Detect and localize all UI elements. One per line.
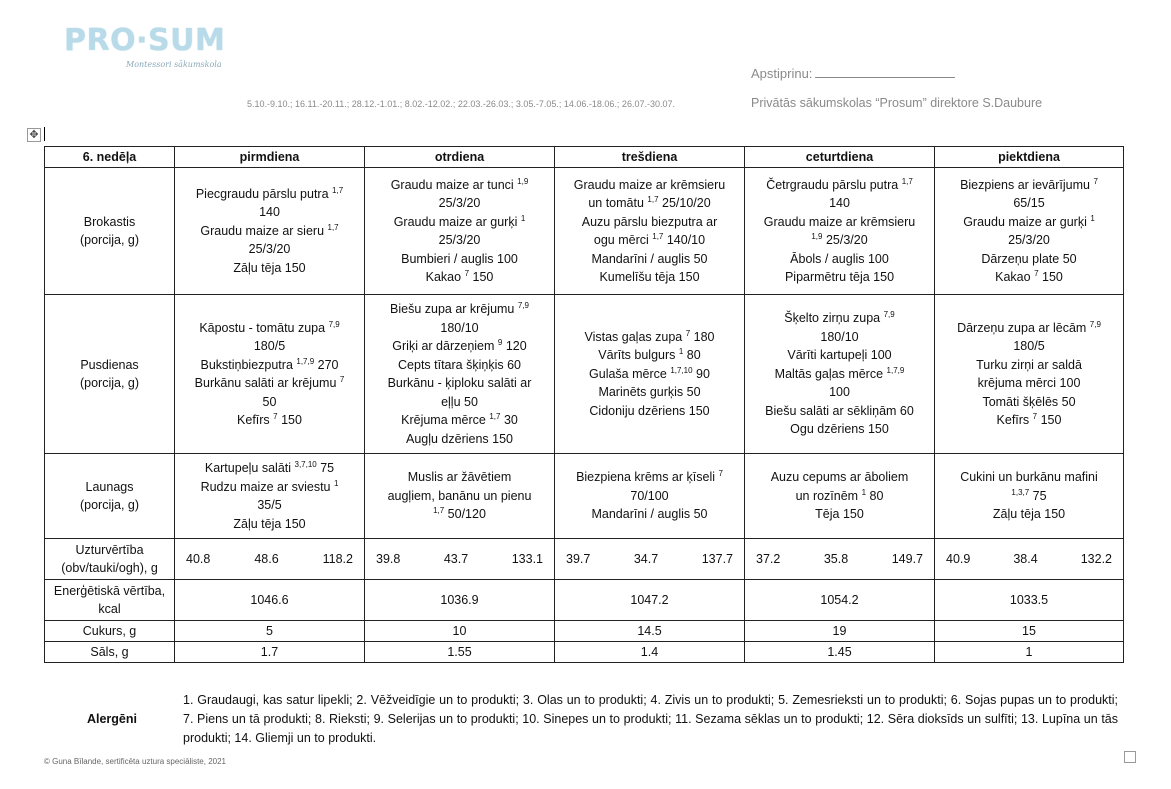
- meal-text: augļiem, banānu un pienu: [387, 488, 532, 503]
- meal-text: Muslis ar žāvētiem: [407, 470, 512, 485]
- allergen-code: 1,3,7: [1011, 487, 1030, 497]
- meal-line: [368, 411, 551, 430]
- allergen-code: 1,7: [647, 194, 659, 204]
- meal-line: [748, 468, 931, 487]
- energy-cell: 1047.2: [555, 580, 745, 621]
- allergen-code: 1: [678, 347, 684, 357]
- approve-label: Apstiprinu:: [751, 66, 813, 81]
- meal-text: Graudu maize ar tunci: [390, 177, 518, 192]
- meal-line: [558, 268, 741, 287]
- allergen-code: 7: [718, 469, 723, 479]
- text-cursor: [44, 127, 45, 141]
- allergen-code: 7,9: [883, 310, 895, 320]
- sugar-row: [45, 621, 1124, 642]
- meal-text: 150: [1038, 270, 1063, 284]
- meal-line: [558, 194, 741, 213]
- meal-cell: [365, 168, 555, 295]
- meal-line: [178, 259, 361, 278]
- meal-line: [748, 328, 931, 347]
- meal-line: [748, 487, 931, 506]
- meal-line: [938, 268, 1120, 287]
- salt-cell: 1.4: [555, 642, 745, 663]
- allergen-code: 1,7,10: [670, 365, 693, 375]
- meal-line: [368, 487, 551, 506]
- meal-text: Rudzu maize ar sviestu: [200, 479, 334, 494]
- meal-text: Maltās gaļas mērce: [774, 366, 887, 381]
- meal-line: [178, 393, 361, 412]
- nutrition-cell: 40.8 48.6 118.2: [175, 539, 365, 580]
- meal-line: [748, 420, 931, 439]
- meal-text: Bukstiņbiezputra: [200, 357, 297, 372]
- meal-line: [558, 468, 741, 487]
- meal-text: 70/100: [630, 488, 669, 503]
- meal-text: 140/10: [663, 233, 706, 247]
- nutrition-cell: 39.7 34.7 137.7: [555, 539, 745, 580]
- meal-text: 80: [866, 488, 884, 503]
- meal-line: [558, 402, 741, 421]
- meal-text: 150: [277, 413, 302, 427]
- meal-text: 140: [259, 205, 280, 220]
- meal-line: [368, 374, 551, 393]
- meal-text: 180/5: [1013, 339, 1045, 353]
- meal-line: [558, 328, 741, 347]
- day-header: otrdiena: [365, 147, 555, 168]
- allergen-code: 1,7: [652, 231, 664, 241]
- allergen-code: 3,7,10: [294, 459, 317, 469]
- meal-text: Kakao: [995, 270, 1035, 284]
- meal-line: [558, 505, 741, 524]
- meal-line: [368, 356, 551, 375]
- day-header: piektdiena: [935, 147, 1124, 168]
- checkbox-marker[interactable]: [1124, 751, 1136, 763]
- meal-line: [748, 213, 931, 232]
- allergens-list: 1. Graudaugi, kas satur lipekli; 2. Vēžveidīgie un to produkti; 3. Olas un to produkti; 4. Zivis un to produkti; 5. Zemesrieksti un to produkti; 6. Sojas pupas un to produkti; 7. Piens un tā produkti; 8. Rieksti; 9. Selerijas un to produkti; 10. Sinepes un to produkti; 11. Sezama sēklas un to produkti; 12. Sēra dioksīds un sulfīti; 13. Lupīna un tās produkti; 14. Gliemji un to produkti.: [183, 693, 1118, 745]
- meal-text: Mandarīni / auglis 50: [591, 251, 708, 266]
- meal-text: Vistas gaļas zupa: [584, 329, 686, 344]
- energy-row: [45, 580, 1124, 621]
- meal-text: Vārīti kartupeļi 100: [787, 348, 892, 363]
- meal-line: [748, 176, 931, 195]
- allergen-code: 1,7,9: [296, 356, 315, 366]
- meal-text: Graudu maize ar krēmsieru: [573, 177, 726, 192]
- meal-line: [368, 213, 551, 232]
- allergen-code: 7,9: [1089, 319, 1101, 329]
- day-header: trešdiena: [555, 147, 745, 168]
- meal-cell: [365, 454, 555, 539]
- meal-line: [368, 231, 551, 250]
- approval-line: [751, 65, 955, 81]
- logo-subtitle: Montessori sākumskola: [126, 60, 222, 69]
- meal-text: Dārzeņu zupa ar lēcām: [957, 320, 1090, 335]
- meal-text: Zāļu tēja 150: [233, 260, 306, 275]
- salt-cell: 1.45: [745, 642, 935, 663]
- allergen-code: 1: [520, 213, 526, 223]
- energy-cell: 1036.9: [365, 580, 555, 621]
- meal-line: [748, 268, 931, 287]
- row-label: Enerģētiskā vērtība, kcal: [45, 580, 175, 621]
- meal-cell: [745, 168, 935, 295]
- meal-line: [938, 487, 1120, 506]
- sugar-cell: 5: [175, 621, 365, 642]
- meal-text: eļļu 50: [441, 394, 478, 409]
- allergen-code: 1: [1090, 213, 1095, 223]
- meal-line: [938, 231, 1120, 250]
- breakfast-row: [45, 168, 1124, 295]
- meal-line: [938, 176, 1120, 195]
- salt-cell: 1: [935, 642, 1124, 663]
- row-label: Sāls, g: [45, 642, 175, 663]
- weekly-menu-table: [44, 146, 1124, 663]
- signature-line: [815, 65, 955, 78]
- table-move-handle-icon[interactable]: ✥: [27, 128, 41, 142]
- meal-text: Graudu maize ar sieru: [200, 223, 328, 238]
- meal-text: 270: [314, 357, 339, 372]
- meal-text: Burkānu salāti ar krējumu: [194, 376, 340, 390]
- meal-line: [178, 411, 361, 430]
- meal-text: Auzu cepums ar āboliem: [770, 470, 909, 485]
- allergen-code: 1,7: [332, 185, 344, 195]
- meal-text: 25/10/20: [658, 196, 711, 210]
- meal-text: 120: [502, 339, 527, 353]
- meal-line: [938, 468, 1120, 487]
- allergen-code: 1: [861, 487, 867, 497]
- meal-cell: [555, 168, 745, 295]
- meal-line: [748, 231, 931, 250]
- meal-text: krējuma mērci 100: [977, 376, 1081, 390]
- meal-text: 180/10: [440, 320, 479, 335]
- meal-text: Biešu salāti ar sēkliņām 60: [765, 403, 914, 418]
- meal-text: Zāļu tēja 150: [992, 507, 1066, 522]
- allergen-code: 7,9: [328, 319, 340, 329]
- meal-text: Šķelto zirņu zupa: [784, 311, 884, 326]
- meal-text: 35/5: [257, 498, 282, 512]
- meal-line: [178, 496, 361, 515]
- meal-text: Bumbieri / auglis 100: [401, 251, 518, 266]
- allergen-code: 7: [1093, 176, 1098, 186]
- allergen-code: 1,7: [489, 411, 501, 421]
- meal-line: [558, 365, 741, 384]
- prosum-logo: [64, 24, 224, 74]
- meal-line: [558, 487, 741, 506]
- meal-line: [368, 250, 551, 269]
- snack-row: [45, 454, 1124, 539]
- meal-cell: [175, 168, 365, 295]
- meal-line: [558, 213, 741, 232]
- meal-line: [558, 176, 741, 195]
- meal-text: ogu mērci: [593, 233, 653, 247]
- meal-text: Cidoniju dzēriens 150: [589, 403, 710, 418]
- row-label: Cukurs, g: [45, 621, 175, 642]
- meal-cell: [175, 295, 365, 454]
- meal-text: 100: [829, 385, 850, 400]
- meal-text: Piecgraudu pārslu putra: [195, 186, 333, 201]
- meal-line: [748, 309, 931, 328]
- meal-line: [368, 468, 551, 487]
- meal-cell: [935, 295, 1124, 454]
- nutrition-cell: 37.2 35.8 149.7: [745, 539, 935, 580]
- meal-text: 90: [692, 366, 710, 381]
- meal-text: 150: [469, 270, 494, 284]
- meal-cell: [555, 454, 745, 539]
- allergen-code: 9: [497, 337, 503, 347]
- meal-text: Kumelīšu tēja 150: [599, 270, 700, 284]
- meal-text: Ogu dzēriens 150: [790, 422, 889, 437]
- week-dates: 5.10.-9.10.; 16.11.-20.11.; 28.12.-1.01.; 8.02.-12.02.; 22.03.-26.03.; 3.05.-7.05.; 14.06.-18.06.; 26.07.-30.07.: [247, 99, 675, 109]
- allergen-code: 1,7,9: [886, 365, 905, 375]
- meal-line: [558, 231, 741, 250]
- salt-cell: 1.7: [175, 642, 365, 663]
- meal-line: [368, 268, 551, 287]
- meal-text: Graudu maize ar krēmsieru: [763, 214, 916, 229]
- row-label: Pusdienas (porcija, g): [45, 295, 175, 454]
- meal-line: [368, 176, 551, 195]
- allergen-code: 7: [464, 268, 470, 278]
- meal-text: 180/5: [253, 339, 286, 353]
- meal-text: Zāļu tēja 150: [233, 516, 306, 531]
- meal-text: Griķi ar dārzeņiem: [392, 339, 498, 353]
- sugar-cell: 15: [935, 621, 1124, 642]
- row-label: Launags (porcija, g): [45, 454, 175, 539]
- meal-text: Burkānu - ķiploku salāti ar: [387, 376, 532, 390]
- meal-line: [368, 337, 551, 356]
- allergen-code: 7,9: [517, 300, 529, 310]
- meal-text: 30: [500, 413, 518, 427]
- meal-cell: [365, 295, 555, 454]
- meal-line: [368, 430, 551, 449]
- meal-text: Gulaša mērce: [589, 366, 671, 381]
- meal-text: un tomātu: [588, 196, 648, 210]
- meal-text: 140: [829, 196, 850, 210]
- meal-text: 65/15: [1013, 196, 1045, 210]
- meal-text: Dārzeņu plate 50: [981, 251, 1077, 266]
- meal-text: 25/3/20: [822, 233, 868, 247]
- meal-text: Kartupeļu salāti: [204, 461, 295, 475]
- meal-line: [748, 365, 931, 384]
- meal-line: [178, 319, 361, 338]
- meal-text: Kefīrs: [996, 413, 1033, 427]
- allergen-code: 1,9: [811, 231, 823, 241]
- meal-cell: [745, 295, 935, 454]
- meal-line: [748, 250, 931, 269]
- meal-line: [178, 374, 361, 393]
- meal-line: [938, 411, 1120, 430]
- sugar-cell: 10: [365, 621, 555, 642]
- meal-text: Auzu pārslu biezputra ar: [581, 214, 718, 229]
- meal-line: [938, 250, 1120, 269]
- energy-cell: 1054.2: [745, 580, 935, 621]
- meal-text: Graudu maize ar gurķi: [393, 214, 521, 229]
- copyright: © Guna Bīlande, sertificēta uztura speciāliste, 2021: [44, 757, 226, 766]
- meal-text: Turku zirņi ar saldā: [976, 357, 1082, 372]
- lunch-row: [45, 295, 1124, 454]
- meal-line: [938, 505, 1120, 524]
- meal-line: [178, 240, 361, 259]
- meal-text: 50/120: [444, 507, 486, 522]
- meal-text: 150: [1037, 413, 1062, 427]
- meal-text: 25/3/20: [438, 196, 481, 210]
- sugar-cell: 14.5: [555, 621, 745, 642]
- meal-line: [748, 194, 931, 213]
- allergen-code: 7: [273, 411, 278, 421]
- meal-text: Mandarīni / auglis 50: [591, 507, 708, 522]
- allergen-code: 7: [1032, 411, 1038, 421]
- salt-cell: 1.55: [365, 642, 555, 663]
- meal-line: [938, 374, 1120, 393]
- meal-line: [178, 222, 361, 241]
- row-label: Uzturvērtība (obv/tauki/ogh), g: [45, 539, 175, 580]
- day-header: ceturtdiena: [745, 147, 935, 168]
- energy-cell: 1033.5: [935, 580, 1124, 621]
- meal-text: Krējuma mērce: [401, 413, 490, 427]
- meal-text: Vārīts bulgurs: [598, 348, 679, 363]
- meal-line: [558, 250, 741, 269]
- meal-text: Biezpiena krēms ar ķīseli: [576, 470, 719, 485]
- meal-text: 180: [690, 329, 715, 344]
- meal-line: [558, 346, 741, 365]
- allergen-code: 1,7: [433, 506, 445, 516]
- meal-line: [178, 203, 361, 222]
- meal-line: [178, 478, 361, 497]
- energy-cell: 1046.6: [175, 580, 365, 621]
- meal-cell: [745, 454, 935, 539]
- meal-cell: [935, 168, 1124, 295]
- allergens-label: Alergēni: [86, 712, 137, 726]
- meal-text: 75: [1029, 488, 1047, 503]
- sugar-cell: 19: [745, 621, 935, 642]
- meal-line: [938, 213, 1120, 232]
- meal-text: Cepts tītara šķiņķis 60: [398, 357, 521, 372]
- allergen-code: 1: [333, 478, 339, 488]
- salt-row: [45, 642, 1124, 663]
- allergen-code: 7: [1034, 268, 1039, 278]
- meal-line: [938, 319, 1120, 338]
- meal-text: Cukini un burkānu mafini: [960, 470, 1098, 485]
- nutrition-cell: 39.8 43.7 133.1: [365, 539, 555, 580]
- meal-line: [178, 185, 361, 204]
- meal-line: [748, 346, 931, 365]
- table-header-row: [45, 147, 1124, 168]
- meal-text: 50: [262, 394, 277, 409]
- allergen-code: 7: [685, 328, 691, 338]
- meal-cell: [935, 454, 1124, 539]
- meal-line: [938, 194, 1120, 213]
- day-header: pirmdiena: [175, 147, 365, 168]
- school-director: Privātās sākumskolas “Prosum” direktore S.Daubure: [751, 96, 1043, 110]
- meal-line: [368, 393, 551, 412]
- nutrition-cell: 40.9 38.4 132.2: [935, 539, 1124, 580]
- allergen-code: 1,7: [327, 222, 339, 232]
- meal-text: un rozīnēm: [795, 488, 862, 503]
- meal-text: Tēja 150: [815, 507, 864, 522]
- logo-text: PRO·SUM: [64, 23, 226, 58]
- meal-line: [178, 459, 361, 478]
- meal-text: 75: [316, 461, 335, 475]
- allergen-code: 7: [339, 374, 345, 384]
- allergen-code: 1,9: [517, 176, 529, 186]
- meal-line: [368, 319, 551, 338]
- meal-line: [938, 337, 1120, 356]
- meal-line: [368, 194, 551, 213]
- meal-text: 25/3/20: [248, 242, 291, 257]
- meal-text: 80: [683, 348, 701, 363]
- meal-cell: [175, 454, 365, 539]
- meal-line: [178, 337, 361, 356]
- meal-line: [178, 515, 361, 534]
- meal-text: Ābols / auglis 100: [790, 251, 889, 266]
- meal-line: [368, 505, 551, 524]
- meal-text: Biezpiens ar ievārījumu: [960, 177, 1094, 192]
- meal-line: [938, 356, 1120, 375]
- meal-text: Biešu zupa ar krējumu: [390, 302, 518, 316]
- meal-text: Četrgraudu pārslu putra: [766, 177, 902, 192]
- meal-text: 25/3/20: [438, 233, 481, 247]
- meal-line: [748, 505, 931, 524]
- meal-text: Tomāti šķēlēs 50: [982, 394, 1076, 409]
- row-label: Brokastis (porcija, g): [45, 168, 175, 295]
- meal-line: [938, 393, 1120, 412]
- nutrition-row: [45, 539, 1124, 580]
- meal-text: Kāpostu - tomātu zupa: [199, 320, 329, 335]
- meal-text: 180/10: [820, 329, 859, 344]
- meal-line: [558, 383, 741, 402]
- meal-text: Marinēts gurķis 50: [598, 385, 701, 400]
- meal-line: [748, 402, 931, 421]
- meal-line: [748, 383, 931, 402]
- meal-text: Kefīrs: [237, 413, 274, 427]
- meal-line: [178, 356, 361, 375]
- meal-text: Kakao: [425, 270, 465, 284]
- meal-line: [368, 300, 551, 319]
- allergen-code: 1,7: [901, 176, 913, 186]
- week-label: 6. nedēļa: [45, 147, 175, 168]
- meal-text: 25/3/20: [1008, 233, 1050, 247]
- meal-text: Piparmētru tēja 150: [784, 270, 895, 284]
- meal-text: Augļu dzēriens 150: [405, 431, 514, 446]
- meal-text: Graudu maize ar gurķi: [963, 214, 1091, 229]
- meal-cell: [555, 295, 745, 454]
